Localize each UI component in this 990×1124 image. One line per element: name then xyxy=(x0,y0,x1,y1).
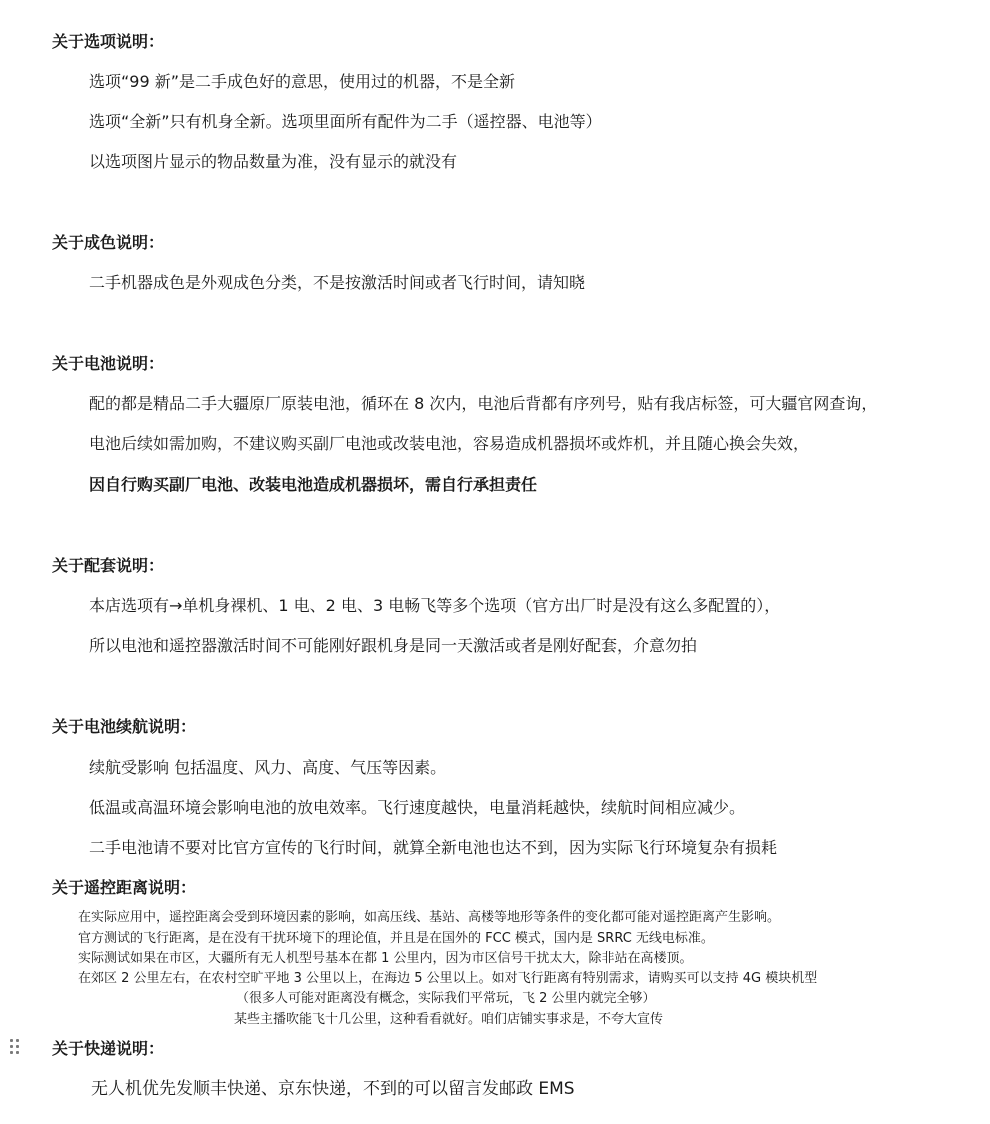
endurance-line-2: 低温或高温环境会影响电池的放电效率。飞行速度越快，电量消耗越快，续航时间相应减少。 xyxy=(89,798,746,817)
range-line-4: 在郊区 2 公里左右，在农村空旷平地 3 公里以上，在海边 5 公里以上。如对飞行距离有特别需求，请购买可以支持 4G 模块机型 xyxy=(78,971,818,986)
battery-warning-line: 因自行购买副厂电池、改装电池造成机器损坏，需自行承担责任 xyxy=(89,475,538,494)
condition-line-1: 二手机器成色是外观成色分类，不是按激活时间或者飞行时间，请知晓 xyxy=(89,273,586,292)
range-line-1: 在实际应用中，遥控距离会受到环境因素的影响，如高压线、基站、高楼等地形等条件的变化都可能对遥控距离产生影响。 xyxy=(78,910,781,925)
drag-handle-icon[interactable] xyxy=(10,1039,20,1057)
options-line-3: 以选项图片显示的物品数量为准，没有显示的就没有 xyxy=(89,152,458,171)
battery-line-2: 电池后续如需加购，不建议购买副厂电池或改装电池，容易造成机器损坏或炸机，并且随心换会失效， xyxy=(89,434,810,453)
options-line-2: 选项“全新”只有机身全新。选项里面所有配件为二手（遥控器、电池等） xyxy=(89,112,602,131)
section-title-range: 关于遥控距离说明： xyxy=(52,878,197,897)
endurance-line-1: 续航受影响 包括温度、风力、高度、气压等因素。 xyxy=(89,758,447,777)
section-title-shipping: 关于快递说明： xyxy=(52,1039,165,1058)
section-title-battery: 关于电池说明： xyxy=(52,354,165,373)
shipping-line-1: 无人机优先发顺丰快递、京东快递，不到的可以留言发邮政 EMS xyxy=(91,1079,575,1099)
section-title-options: 关于选项说明： xyxy=(52,32,165,51)
section-title-condition: 关于成色说明： xyxy=(52,233,165,252)
battery-line-1: 配的都是精品二手大疆原厂原装电池，循环在 8 次内，电池后背都有序列号，贴有我店标签，可大疆官网查询， xyxy=(89,394,878,413)
section-title-endurance: 关于电池续航说明： xyxy=(52,717,197,736)
range-line-2: 官方测试的飞行距离，是在没有干扰环境下的理论值，并且是在国外的 FCC 模式，国内是 SRRC 无线电标准。 xyxy=(78,931,714,946)
section-title-bundle: 关于配套说明： xyxy=(52,556,165,575)
bundle-line-2: 所以电池和遥控器激活时间不可能刚好跟机身是同一天激活或者是刚好配套，介意勿拍 xyxy=(89,636,698,655)
range-line-5: （很多人可能对距离没有概念，实际我们平常玩，飞 2 公里内就完全够） xyxy=(236,991,656,1006)
bundle-line-1: 本店选项有→单机身裸机、1 电、2 电、3 电畅飞等多个选项（官方出厂时是没有这么多配置的）， xyxy=(89,596,781,615)
options-line-1: 选项“99 新”是二手成色好的意思，使用过的机器，不是全新 xyxy=(89,72,516,91)
range-line-6: 某些主播吹能飞十几公里，这种看看就好。咱们店铺实事求是，不夸大宣传 xyxy=(234,1012,664,1027)
range-line-3: 实际测试如果在市区，大疆所有无人机型号基本在都 1 公里内，因为市区信号干扰太大，除非站在高楼顶。 xyxy=(78,951,693,966)
endurance-line-3: 二手电池请不要对比官方宣传的飞行时间，就算全新电池也达不到，因为实际飞行环境复杂有损耗 xyxy=(89,838,778,857)
